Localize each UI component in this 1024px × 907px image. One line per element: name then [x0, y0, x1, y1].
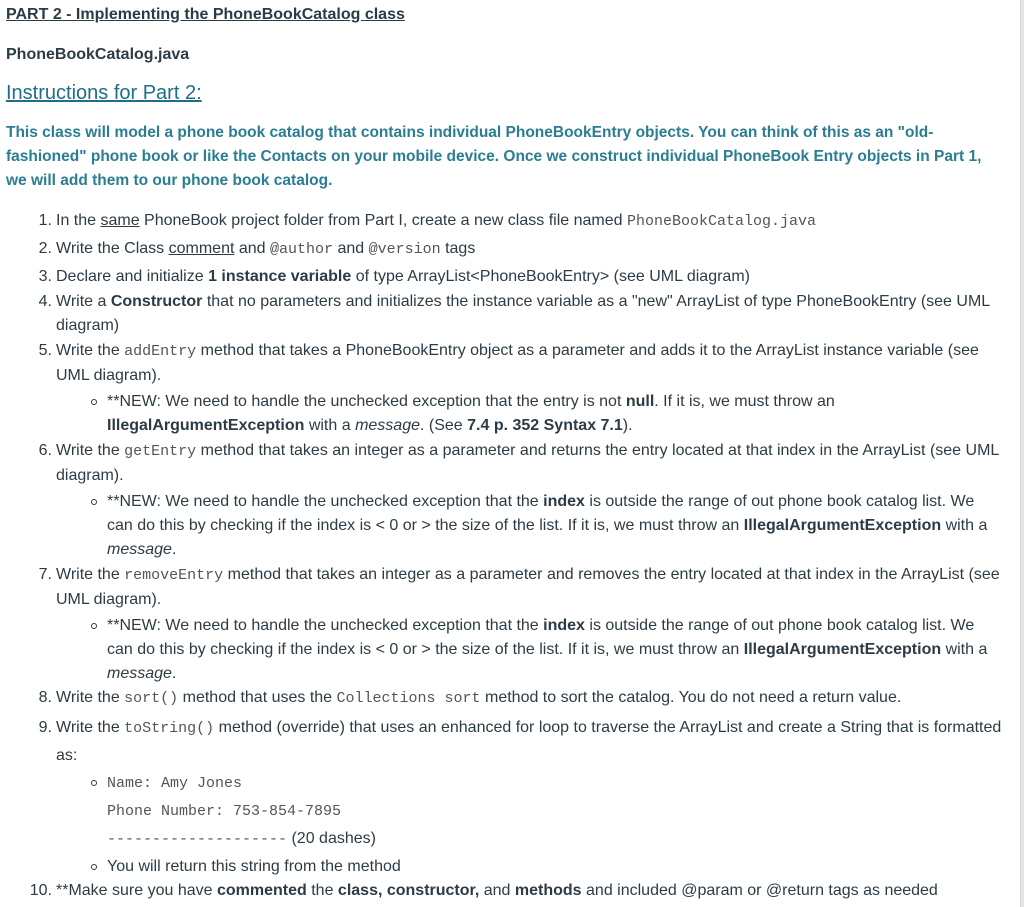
underlined-word: comment	[168, 240, 235, 257]
note-text: with a	[941, 641, 988, 658]
code-method-name: getEntry	[124, 443, 197, 460]
step-text: Write the	[56, 342, 125, 359]
bold-text: commented	[216, 882, 307, 899]
note-text: .	[171, 665, 177, 682]
code-version-tag: @version	[368, 241, 441, 258]
note-text: ).	[622, 417, 633, 434]
step-item-8	[38, 686, 1004, 711]
note-text: . (See	[419, 417, 468, 434]
bullet-circle-icon	[91, 399, 97, 405]
step-text: Write the	[56, 689, 125, 706]
exception-name: IllegalArgumentException	[743, 641, 942, 658]
step-number: 4.	[38, 293, 52, 310]
italic-text: message	[355, 417, 420, 434]
code-method-name: addEntry	[124, 343, 197, 360]
bold-text: 1 instance variable	[208, 268, 352, 285]
step-item-9	[38, 714, 1004, 769]
step-item-10	[29, 879, 1004, 903]
example-phone-text: Phone Number: 753-854-7895	[107, 803, 342, 820]
step-number: 8.	[38, 689, 52, 706]
step-text: of type ArrayList<PhoneBookEntry> (see UML diagram)	[351, 268, 750, 285]
step-text: method that takes an integer as a parameter and removes the entry located at that index in the ArrayList (see UML diagram).	[56, 566, 1000, 608]
step-number: 10.	[29, 882, 52, 899]
dashes-note: (20 dashes)	[287, 830, 376, 847]
step-number: 1.	[38, 212, 52, 229]
note-text: . If it is, we must throw an	[654, 393, 835, 410]
italic-text: message	[107, 541, 172, 558]
note-text: **NEW: We need to handle the unchecked exception that the entry is not	[107, 393, 626, 410]
step-text: and	[234, 240, 271, 257]
note-text: is outside the range of out phone book catalog list. We can do this by checking if the index is < 0 or > the size of the list. If it is, we must throw an	[107, 493, 975, 534]
step-item-2	[38, 237, 1004, 262]
step-text: method that takes a PhoneBookEntry object as a parameter and adds it to the ArrayList instance variable (see UML diagram).	[56, 342, 979, 384]
step-text: **Make sure you have	[56, 882, 217, 899]
note-text: with a	[941, 517, 988, 534]
bold-text: methods	[514, 882, 582, 899]
step-text: method that takes an integer as a parameter and returns the entry located at that index in the ArrayList (see UML diagram).	[56, 442, 999, 484]
step-text: and	[333, 240, 369, 257]
step-text: method (override) that uses an enhanced for loop to traverse the ArrayList and create a String that is formatted as:	[56, 719, 1002, 764]
example-name-text: Name: Amy Jones	[107, 775, 243, 792]
part-title: PART 2 - Implementing the PhoneBookCatalog class	[6, 6, 405, 23]
step-text: Write the Class	[56, 240, 169, 257]
exception-name: IllegalArgumentException	[743, 517, 942, 534]
steps-list	[0, 209, 1004, 903]
step-text: PhoneBook project folder from Part I, create a new class file named	[139, 212, 627, 229]
italic-text: message	[107, 665, 172, 682]
scrollbar-track[interactable]	[1020, 0, 1024, 907]
step-text: method that uses the	[178, 689, 337, 706]
step-text: tags	[440, 240, 476, 257]
bullet-circle-icon	[91, 623, 97, 629]
note-text: .	[171, 541, 177, 558]
note-text: **NEW: We need to handle the unchecked exception that the	[107, 493, 544, 510]
bold-text: index	[543, 493, 585, 510]
code-filename: PhoneBookCatalog.java	[626, 213, 816, 230]
step-item-3	[38, 265, 1004, 289]
bold-text: index	[543, 617, 585, 634]
step-number: 6.	[38, 442, 52, 459]
code-author-tag: @author	[270, 241, 334, 258]
step-number: 2.	[38, 240, 52, 257]
step-item-7	[38, 563, 1004, 612]
note-text: with a	[304, 417, 356, 434]
file-name: PhoneBookCatalog.java	[6, 46, 190, 63]
instructions-title: Instructions for Part 2:	[6, 82, 202, 104]
example-output	[107, 769, 1004, 853]
step-text: the	[306, 882, 338, 899]
return-note	[107, 855, 1004, 879]
step-7-note	[107, 614, 1004, 686]
step-number: 5.	[38, 342, 52, 359]
step-text: and	[479, 882, 515, 899]
step-text: Write the	[56, 442, 125, 459]
reference-text: 7.4 p. 352 Syntax 7.1	[467, 417, 623, 434]
bullet-circle-icon	[91, 780, 97, 786]
step-text: Write the	[56, 566, 125, 583]
step-item-6	[38, 439, 1004, 488]
code-collections-sort: Collections sort	[336, 690, 481, 707]
step-item-1	[38, 209, 1004, 234]
step-text: In the	[56, 212, 101, 229]
step-text: method to sort the catalog. You do not need a return value.	[480, 689, 902, 706]
note-text: is outside the range of out phone book catalog list. We can do this by checking if the index is < 0 or > the size of the list. If it is, we must throw an	[107, 617, 975, 658]
step-number: 9.	[38, 719, 52, 736]
code-method-name: sort()	[124, 690, 179, 707]
example-phone-line	[107, 797, 1004, 825]
step-5-note	[107, 390, 1004, 438]
example-dashes-line	[107, 825, 1004, 853]
underlined-word: same	[100, 212, 140, 229]
example-dashes: --------------------	[107, 831, 288, 848]
bullet-circle-icon	[91, 864, 97, 870]
example-name-line	[107, 769, 1004, 797]
step-text: Write the	[56, 719, 125, 736]
exception-name: IllegalArgumentException	[107, 417, 305, 434]
step-number: 7.	[38, 566, 52, 583]
intro-paragraph: This class will model a phone book catalog that contains individual PhoneBookEntry objects. You can think of this as an "old-fashioned" phone book or like the Contacts on your mobile device. Once we construct individual PhoneBook Entry objects in Part 1, we will add them to our phone book catalog.	[6, 124, 982, 189]
step-number: 3.	[38, 268, 52, 285]
step-text: Declare and initialize	[56, 268, 209, 285]
return-note-text: You will return this string from the method	[107, 858, 401, 875]
bullet-circle-icon	[91, 499, 97, 505]
bold-text: Constructor	[110, 293, 203, 310]
step-text: Write a	[56, 293, 111, 310]
step-item-4	[38, 290, 1004, 338]
bold-text: class, constructor,	[337, 882, 480, 899]
bold-text: null	[625, 393, 655, 410]
step-item-5	[38, 339, 1004, 388]
code-method-name: toString()	[124, 720, 215, 737]
step-text: that no parameters and initializes the instance variable as a "new" ArrayList of type PhoneBookEntry (see UML diagram)	[56, 293, 990, 334]
code-method-name: removeEntry	[124, 567, 224, 584]
step-text: and included @param or @return tags as needed	[581, 882, 938, 899]
note-text: **NEW: We need to handle the unchecked exception that the	[107, 617, 544, 634]
step-6-note	[107, 490, 1004, 562]
